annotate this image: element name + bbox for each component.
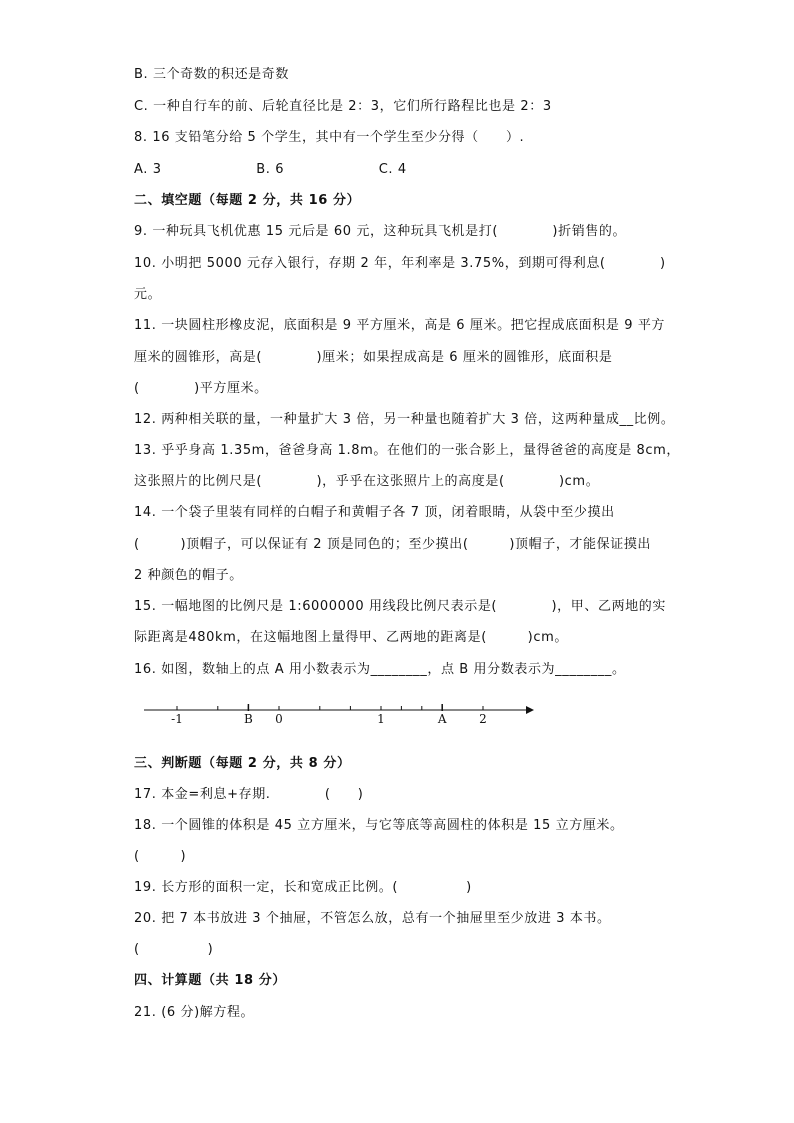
question-15: 15. 一幅地图的比例尺是 1:6000000 用线段比例尺表示是( )，甲、乙两地的实 <box>134 599 666 614</box>
question-15-cont: 际距离是480km，在这幅地图上量得甲、乙两地的距离是( )cm。 <box>134 630 568 645</box>
question-14-cont2: 2 种颜色的帽子。 <box>134 568 243 583</box>
option-b-odd-product: B. 三个奇数的积还是奇数 <box>134 67 289 82</box>
number-line-arrow-icon <box>526 706 534 714</box>
question-11-cont: 厘米的圆锥形，高是( )厘米；如果捏成高是 6 厘米的圆锥形，底面积是 <box>134 350 613 365</box>
question-9: 9. 一种玩具飞机优惠 15 元后是 60 元，这种玩具飞机是打( )折销售的。 <box>134 224 627 239</box>
question-11: 11. 一块圆柱形橡皮泥，底面积是 9 平方厘米，高是 6 厘米。把它捏成底面积是 9 平方 <box>134 318 666 333</box>
number-line-figure <box>134 696 544 732</box>
question-19: 19. 长方形的面积一定，长和宽成正比例。( ) <box>134 880 472 895</box>
number-line-tick-label: 2 <box>479 712 487 726</box>
question-20: 20. 把 7 本书放进 3 个抽屉，不管怎么放，总有一个抽屉里至少放进 3 本书。 <box>134 911 611 926</box>
question-12: 12. 两种相关联的量，一种量扩大 3 倍，另一种量也随着扩大 3 倍，这两种量成__比例。 <box>134 412 675 427</box>
question-14-cont: ( )顶帽子，可以保证有 2 顶是同色的；至少摸出( )顶帽子，才能保证摸出 <box>134 537 652 552</box>
number-line-point-label-a: A <box>437 712 447 726</box>
number-line-tick-label: -1 <box>171 712 183 726</box>
question-8: 8. 16 支铅笔分给 5 个学生，其中有一个学生至少分得（ ）. <box>134 130 525 145</box>
question-11-cont2: ( )平方厘米。 <box>134 381 268 396</box>
question-10: 10. 小明把 5000 元存入银行，存期 2 年，年利率是 3.75%，到期可得利息( ) <box>134 256 666 271</box>
section-judgement-heading: 三、判断题（每题 2 分，共 8 分） <box>134 756 351 771</box>
number-line-tick-label: 0 <box>275 712 283 726</box>
number-line-point-label-b: B <box>243 712 253 726</box>
section-calculation-heading: 四、计算题（共 18 分） <box>134 973 286 988</box>
question-20-answer-bracket: ( ) <box>134 942 214 957</box>
question-10-cont: 元。 <box>134 287 162 302</box>
question-13: 13. 乎乎身高 1.35m，爸爸身高 1.8m。在他们的一张合影上，量得爸爸的高度是 8cm， <box>134 443 681 458</box>
question-21: 21. (6 分)解方程。 <box>134 1005 255 1020</box>
question-8-options: A. 3 B. 6 C. 4 <box>134 162 407 177</box>
question-18: 18. 一个圆锥的体积是 45 立方厘米，与它等底等高圆柱的体积是 15 立方厘米。 <box>134 818 624 833</box>
question-18-answer-bracket: ( ) <box>134 849 187 864</box>
number-line-tick-label: 1 <box>377 712 385 726</box>
question-17: 17. 本金=利息+存期. ( ) <box>134 787 364 802</box>
section-fill-in-heading: 二、填空题（每题 2 分，共 16 分） <box>134 193 361 208</box>
question-13-cont: 这张照片的比例尺是( )，乎乎在这张照片上的高度是( )cm。 <box>134 474 600 489</box>
option-c-bicycle-ratio: C. 一种自行车的前、后轮直径比是 2：3，它们所行路程比也是 2：3 <box>134 99 552 114</box>
question-14: 14. 一个袋子里装有同样的白帽子和黄帽子各 7 顶，闭着眼睛，从袋中至少摸出 <box>134 505 615 520</box>
question-16: 16. 如图，数轴上的点 A 用小数表示为________，点 B 用分数表示为________。 <box>134 662 626 677</box>
